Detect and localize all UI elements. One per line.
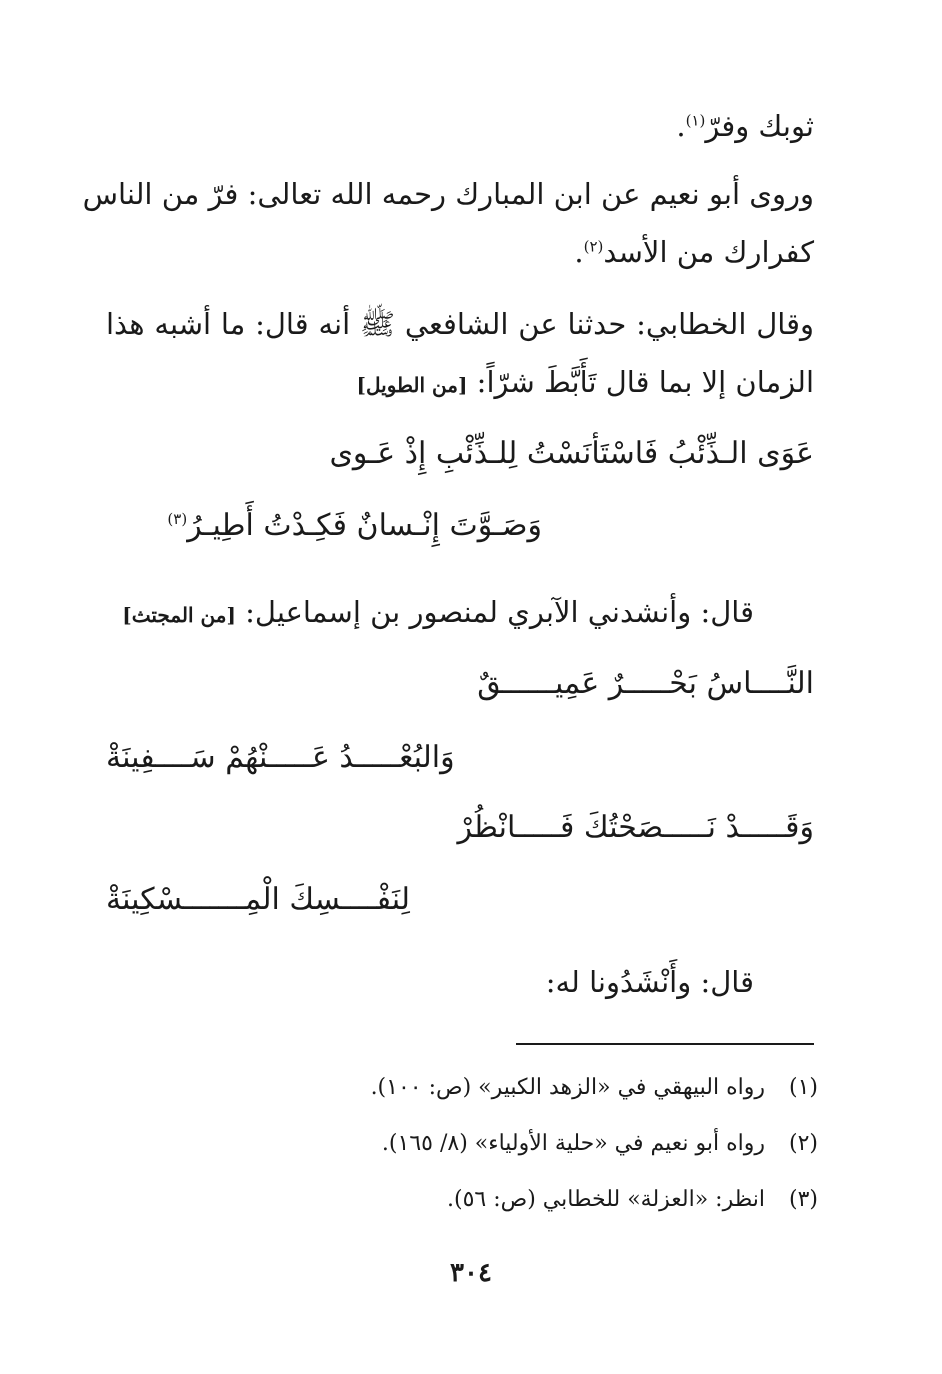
footnote-ref: (١) <box>685 111 706 130</box>
footnote-text: رواه البيهقي في «الزهد الكبير» (ص: ١٠٠). <box>370 1075 765 1100</box>
body-text: . <box>676 109 686 143</box>
page-number: ٣٠٤ <box>450 1258 492 1288</box>
body-line <box>357 362 814 405</box>
footnote <box>382 1128 818 1160</box>
footnote-number: (١) <box>788 1075 818 1100</box>
body-text: كفرارك من الأسد <box>603 235 814 269</box>
footnote-ref: (٣) <box>167 510 188 528</box>
verse-text: وَصَـوَّتَ إِنْـسانٌ فَكِـدْتُ أَطِيـرُ <box>187 508 542 543</box>
body-line: قال: وأَنْشَدُونا له: <box>545 965 754 999</box>
verse-line: لِنَفْــــسِكَ الْمِـــــــسْكِينَةْ <box>106 882 410 917</box>
verse-line: وَالبُعْـــــدُ عَـــــنْهُمْ سَــــفِينَةْ <box>106 740 455 775</box>
verse-line: وَقَـــــدْ نَـــــصَحْتُكَ فَـــــانْظُرْ <box>457 810 814 845</box>
footnote-ref: (٢) <box>583 237 604 256</box>
footnote-separator <box>516 1043 814 1045</box>
verse-line <box>167 506 542 546</box>
footnote <box>371 1072 818 1104</box>
body-text: . <box>574 235 584 269</box>
footnote-number: (٣) <box>788 1187 818 1212</box>
body-line: وروى أبو نعيم عن ابن المبارك رحمه الله تعالى: فرّ من الناس <box>82 177 814 211</box>
verse-line: النَّــــاسُ بَحْـــــرٌ عَمِيــــــقٌ <box>477 666 814 701</box>
verse-line: عَوَى الـذِّئْبُ فَاسْتَأنَسْتُ لِلـذِّئْبِ إِذْ عَـوى <box>329 436 814 471</box>
body-line <box>676 106 814 146</box>
meter-label: [من المجتث] <box>122 603 236 627</box>
footnote <box>447 1184 818 1216</box>
body-text: قال: وأنشدني الآبري لمنصور بن إسماعيل: <box>245 595 754 629</box>
body-line <box>574 232 814 272</box>
footnote-text: انظر: «العزلة» للخطابي (ص: ٥٦). <box>447 1187 765 1212</box>
body-line: وقال الخطابي: حدثنا عن الشافعي ﷺ أنه قال: ما أشبه هذا <box>106 307 814 341</box>
meter-label: [من الطويل] <box>356 373 468 397</box>
footnote-text: رواه أبو نعيم في «حلية الأولياء» (٨/ ١٦٥). <box>381 1131 765 1156</box>
body-text: ثوبك وفرّ <box>705 109 814 143</box>
footnote-number: (٢) <box>788 1131 818 1156</box>
body-line <box>122 592 814 635</box>
body-text: الزمان إلا بما قال تَأَبَّطَ شرّاً: <box>476 365 814 399</box>
